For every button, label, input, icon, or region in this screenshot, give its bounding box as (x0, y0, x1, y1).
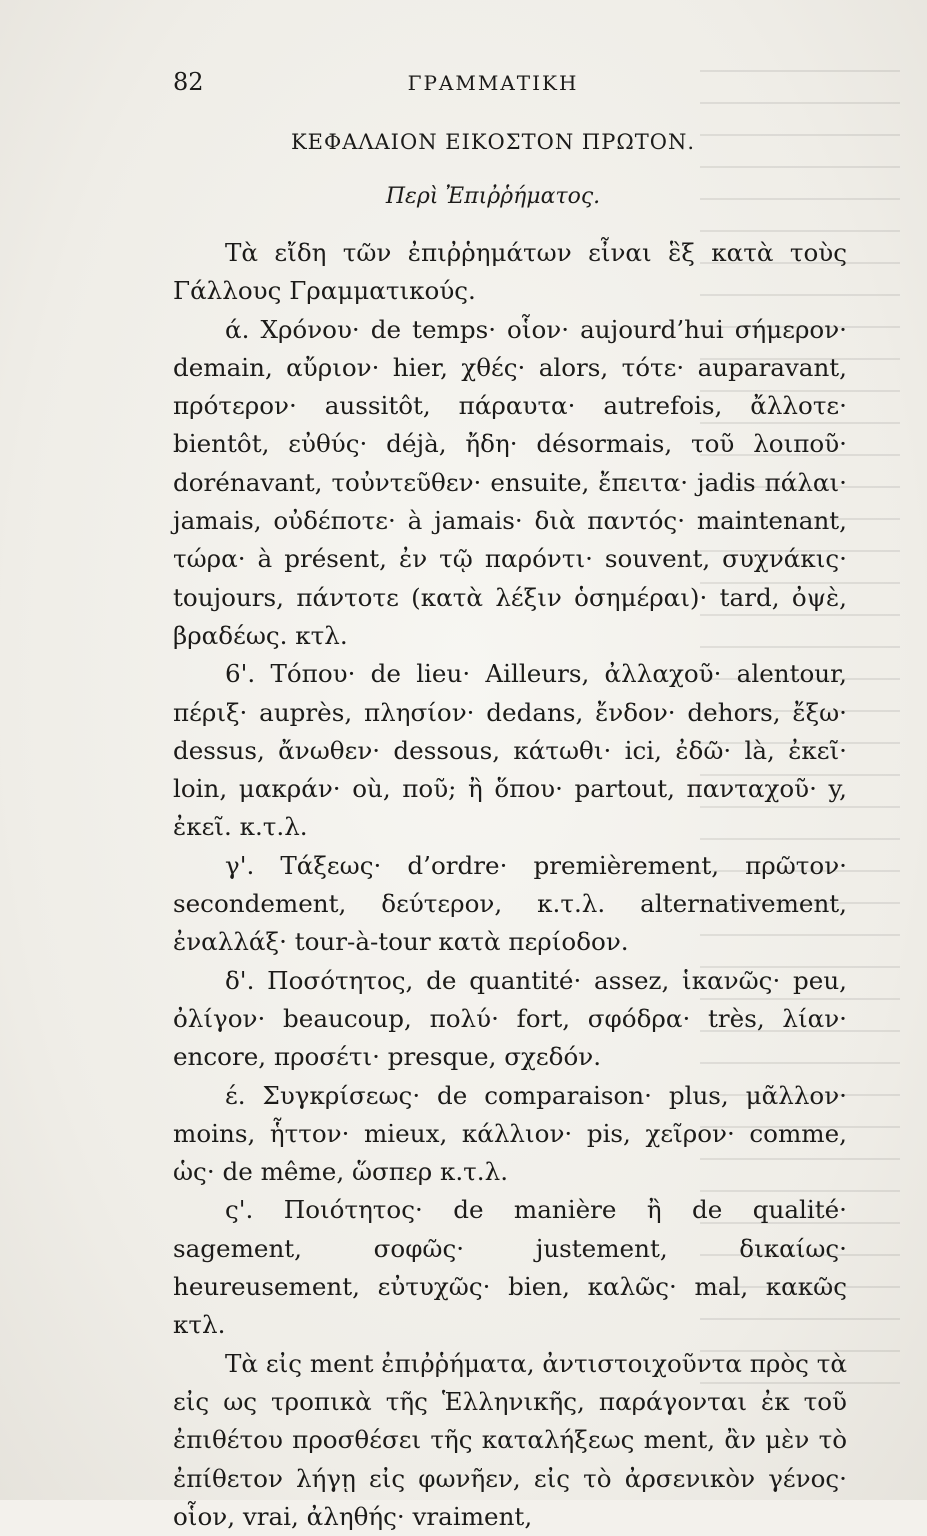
adverbs-of-quantity-paragraph: δ'. Ποσότητος, de quantité· assez, ἱκανῶς· peu, ὀλίγον· beaucoup, πολύ· fort, σφόδρα· très, λίαν· encore, προσέτι· presque, σχεδόν. (173, 965, 847, 1072)
chapter-subtitle: Περὶ Ἐπιῤῥήματος. (385, 184, 601, 209)
adverbs-of-time-paragraph: ά. Χρόνου· de temps· οἷον· aujourd’hui σήμερον· demain, αὔριον· hier, χθές· alors, τότε· auparavant, πρότερον· aussitôt, πάραυτα· autrefois, ἄλλοτε· bientôt, εὐθύς· déjà, ἤδη· désormais, τοῦ λοιποῦ· dorénavant, τοὐντεῦθεν· ensuite, ἔπειτα· jadis πάλαι· jamais, οὐδέποτε· à jamais· διὰ παντός· maintenant, τώρα· à présent, ἐν τῷ παρόντι· souvent, συχνάκις· toujours, πάντοτε (κατὰ λέξιν ὁσημέραι)· tard, ὀψὲ, βραδέως. κτλ. (173, 314, 847, 650)
adverbs-of-manner-paragraph: ς'. Ποιότητος· de manière ἢ de qualité· sagement, σοφῶς· justement, δικαίως· heureusement, εὐτυχῶς· bien, καλῶς· mal, κακῶς κτλ. (173, 1195, 847, 1340)
running-title: ΓΡΑΜΜΑΤΙΚΗ (407, 71, 579, 95)
adverbs-of-comparison-paragraph: έ. Συγκρίσεως· de comparaison· plus, μᾶλλον· moins, ἧττον· mieux, κάλλιον· pis, χεῖρον· comme, ὡς· de même, ὥσπερ κ.τ.λ. (173, 1080, 847, 1187)
chapter-title: ΚΕΦΑΛΑΙΟΝ ΕΙΚΟΣΤΟΝ ΠΡΩΤΟΝ. (290, 130, 696, 154)
intro-paragraph: Τὰ εἴδη τῶν ἐπιῤῥημάτων εἶναι ἓξ κατὰ τοὺς Γάλλους Γραμματικούς. (173, 238, 847, 306)
adverbs-of-order-paragraph: γ'. Τάξεως· d’ordre· premièrement, πρῶτον· secondement, δεύτερον, κ.τ.λ. alternativement, ἐναλλάξ· tour-à-tour κατὰ περίοδον. (173, 850, 847, 957)
page-header (173, 68, 813, 108)
adverbs-of-place-paragraph: 6'. Τόπου· de lieu· Ailleurs, ἀλλαχοῦ· alentour, πέριξ· auprès, πλησίον· dedans, ἔνδον· dehors, ἔξω· dessus, ἄνωθεν· dessous, κάτωθι· ici, ἐδῶ· là, ἐκεῖ· loin, μακράν· où, ποῦ; ἢ ὅπου· partout, πανταχοῦ· y, ἐκεῖ. κ.τ.λ. (173, 659, 847, 842)
page-number: 82 (173, 68, 204, 96)
body-text (173, 234, 847, 1536)
ment-formation-paragraph: Τὰ εἰς ment ἐπιῤῥήματα, ἀντιστοιχοῦντα πρὸς τὰ εἰς ως τροπικὰ τῆς Ἑλληνικῆς, παράγονται ἐκ τοῦ ἐπιθέτου προσθέσει τῆς καταλήξεως ment, ἂν μὲν τὸ ἐπίθετον λήγῃ εἰς φωνῆεν, εἰς τὸ ἀρσενικὸν γένος· οἷον, vrai, ἀληθής· vraiment, (173, 1348, 847, 1531)
